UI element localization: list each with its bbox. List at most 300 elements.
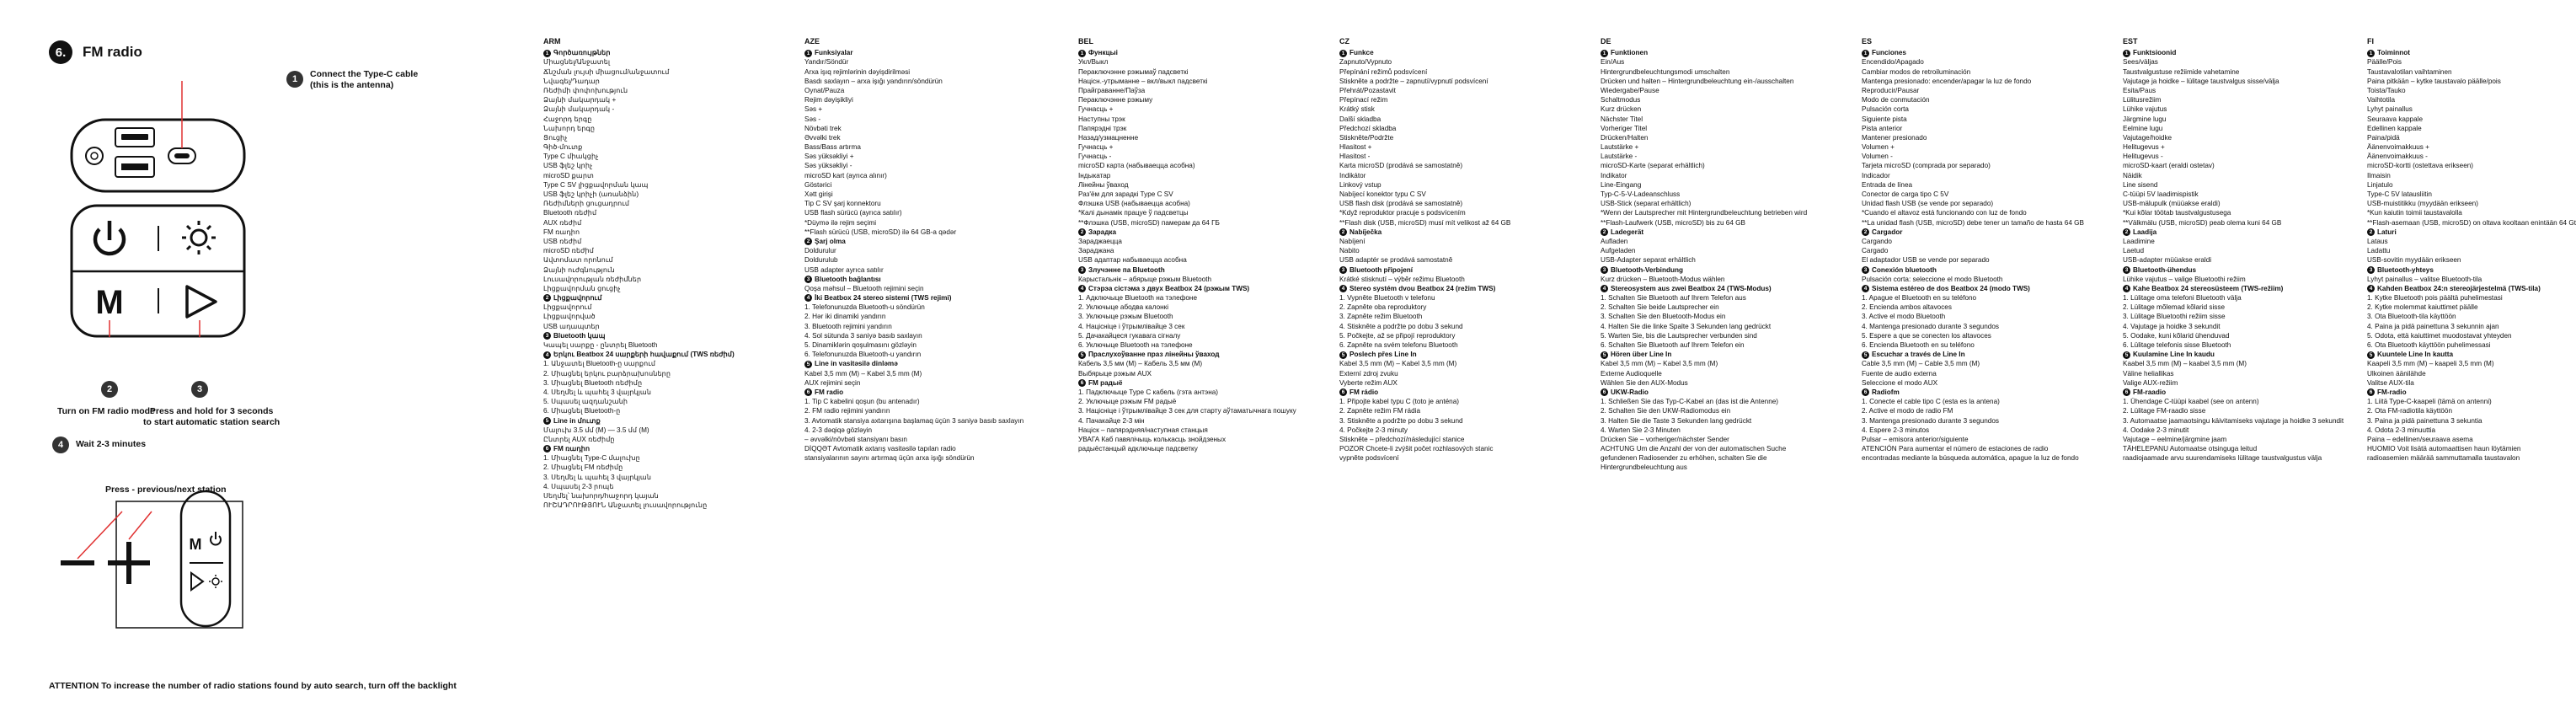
line-text: Další skladba [1339,115,1382,123]
line-text: Папярэдні трэк [1078,124,1127,132]
language-code: CZ [1339,37,1349,46]
line-text: vypněte podsvícení [1339,454,1399,463]
line-text: Nächster Titel [1601,115,1643,123]
line-text: Ilmaisin [2367,171,2391,179]
line-text: 3. Active el modo Bluetooth [1862,313,1946,321]
instruction-line [1339,435,1520,444]
line-text: *Cuando el altavoz está funcionando con luz de fondo [1862,209,2027,217]
line-text: Пераключэнне рэжыму [1078,96,1153,104]
instruction-line [804,218,986,228]
line-text: AUX rejimini seçin [804,378,861,387]
instruction-line [1078,104,1259,114]
line-text: FM rádio [1349,388,1379,396]
step-number-badge: 1 [1339,50,1347,57]
instruction-line [543,275,724,284]
line-text: Ընտրել AUX ռեժիմը [543,435,615,443]
line-text: Նվագել/Դադար [543,77,600,85]
press-line-right [129,512,152,539]
line-text: Laturi [2377,228,2397,236]
line-text: Escuchar a través de Line In [1872,351,1965,359]
line-text: UKW-Radio [1611,388,1649,396]
instruction-line [1078,444,1259,453]
line-text: 2. Active el modo de radio FM [1862,407,1953,415]
line-text: Ռեժիմների ցուցադրում [543,200,630,208]
instruction-line [1862,435,2043,444]
step-number-badge: 2 [543,294,551,302]
instruction-line [804,95,986,104]
line-text: USB adapter ayrıca satılır [804,265,884,274]
section-heading-line [543,48,724,57]
plus-button-icon [108,542,150,584]
instruction-line [543,180,724,190]
line-text: Cable 3,5 mm (M) – Cable 3,5 mm (M) [1862,360,1980,368]
press-line-left [77,512,122,559]
instruction-line [2367,133,2502,142]
line-text: Typ-C-5-V-Ladeanschluss [1601,190,1681,199]
step-number-badge: 1 [543,50,551,57]
line-text: Кабель 3,5 мм (M) – Кабель 3,5 мм (M) [1078,360,1203,368]
instruction-line [2123,237,2304,246]
speaker-diagram [0,0,270,707]
step-number-badge: 4 [543,351,551,359]
line-text: Ein/Aus [1601,58,1625,67]
line-text: Kuulamine Line In kaudu [2133,351,2215,359]
callout-3-line-2: to start automatic station search [143,417,281,427]
line-text: Laadimine [2123,237,2155,245]
instruction-line [543,237,724,246]
line-text: Encendido/Apagado [1862,58,1924,67]
instruction-line [1862,218,2084,228]
instruction-line [1339,453,1520,463]
section-number: 6. [49,40,72,64]
line-text: 2. Уключыце абодва калонкі [1078,303,1169,312]
callout-3-number: 3 [191,381,208,398]
instruction-line [1078,293,1259,303]
instruction-line [2367,104,2502,114]
instruction-line [804,152,986,161]
instruction-line [543,115,724,124]
line-text: 4. Пачакайце 2-3 мін [1078,416,1145,425]
callout-1-number: 1 [286,71,303,88]
line-text: Bluetooth bağlantısı [815,275,881,283]
instruction-line [543,124,724,133]
line-text: microSD-kortti (ostettava erikseen) [2367,162,2474,170]
line-text: microSD kart (ayrıca alınır) [804,171,887,179]
step-number-badge: 1 [2123,50,2130,57]
line-text: Vajutage – eelmine/järgmine jaam [2123,435,2227,443]
microsd-slot-inner [121,134,148,140]
instruction-line [543,303,724,312]
line-text: 4. Sol sütunda 3 saniyə basıb saxlayın [804,331,922,340]
instruction-line [1862,57,2043,67]
line-text: Ձայնի մակարդակ - [543,105,615,114]
line-text: Націсн.-утрыманне – вкл/выкл падсветкі [1078,77,1208,85]
instruction-line [543,473,724,482]
line-text: Выбярыце рэжым AUX [1078,369,1152,378]
instruction-line [2123,293,2304,303]
step-number-badge: 6 [1078,379,1086,387]
instruction-line [1601,312,1782,321]
line-text: USB adaptér se prodává samostatně [1339,256,1453,265]
instruction-line [1339,208,1520,217]
instruction-line [804,67,986,77]
line-text: Kabel 3,5 mm (M) – Kabel 3,5 mm (M) [1601,360,1718,368]
line-text: 6. Ota Bluetooth käyttöön puhelimessasi [2367,341,2491,350]
line-text: Doldurulub [804,256,838,265]
instruction-line [1601,303,1782,312]
step-number-badge: 3 [1339,266,1347,274]
line-text: Lühike vajutus [2123,105,2167,114]
callout-1-line-1: Connect the Type-C cable [310,69,419,79]
line-text: Modo de conmutación [1862,96,1930,104]
line-text: Լիցքավորման ցուցիչ [543,284,621,292]
instruction-line [1339,331,1520,340]
callout-2-text: Turn on FM radio mode [57,406,155,416]
instruction-line [1862,275,2043,284]
line-text: 2. Hər iki dinamiki yandırın [804,313,886,321]
instruction-line [543,435,724,444]
line-text: 1. Ühendage C-tüüpi kaabel (see on antenn) [2123,398,2259,406]
instruction-line [2367,312,2502,321]
line-text: 4. Націсніце і ўтрымлівайце 3 сек [1078,322,1185,330]
line-text: 1. Kytke Bluetooth pois päältä puhelimestasi [2367,294,2503,303]
instruction-line [1862,190,2043,199]
line-text: Lautstärke + [1601,143,1639,152]
instruction-line [1078,426,1259,435]
language-column-es [1862,37,2084,463]
line-text: Cargando [1862,237,1892,245]
line-text: Лінейны ўваход [1078,180,1129,189]
language-code: FI [2367,37,2374,46]
instruction-line [543,228,724,237]
instruction-line [804,435,986,444]
line-text: Լիցքավորում [553,294,602,303]
instruction-line [2367,237,2502,246]
instruction-line [804,406,986,415]
line-text: Aufladen [1601,237,1628,245]
line-text: 2. Encienda ambos altavoces [1862,303,1952,312]
instruction-line [1078,190,1259,199]
line-text: 1. Schließen Sie das Typ-C-Kabel an (das ist die Antenne) [1601,398,1779,406]
instruction-line [2367,416,2502,426]
line-text: Toista/Tauko [2367,86,2406,94]
instruction-line [1862,161,2043,170]
line-text: Cargado [1862,247,1889,255]
line-text: Přehrát/Pozastavit [1339,86,1396,94]
instruction-line [1601,161,1782,170]
instruction-line [1862,293,2043,303]
instruction-line [543,491,724,501]
line-text: Stereo systém dvou Beatbox 24 (režim TWS) [1349,284,1496,292]
line-text: Taustvalgustuse režiimide vahetamine [2123,67,2240,76]
instruction-line [804,444,986,453]
line-text: USB ռեժիմ [543,237,582,245]
control-strip [181,491,230,626]
section-heading-line [2367,48,2502,57]
instruction-line [543,218,724,228]
language-code: ES [1862,37,1873,46]
step-number-badge: 4 [2123,285,2130,292]
instruction-line [1078,388,1259,397]
instruction-line [1078,199,1259,208]
line-text: Stiskněte – předchozí/následující stanice [1339,435,1465,443]
line-text: 3. Zapněte režim Bluetooth [1339,313,1423,321]
line-text: Line-Eingang [1601,180,1642,189]
line-text: USB ադապտեր [543,322,600,330]
step-number-badge: 3 [804,276,812,283]
instruction-line [1862,312,2043,321]
line-text: Функцыі [1088,49,1118,57]
line-text: 2. Уключыце рэжым FM радыё [1078,398,1177,406]
instruction-line [1862,86,2043,95]
instruction-line [2123,208,2304,217]
instruction-line [804,331,986,340]
line-text: 3. Ota Bluetooth-tila käyttöön [2367,313,2456,321]
step-number-badge: 1 [2367,50,2375,57]
line-text: Funktionen [1611,49,1649,57]
instruction-line [804,171,986,180]
line-text: Sees/väljas [2123,58,2158,67]
line-text: Väline heliallikas [2123,369,2174,378]
instruction-line [2367,218,2576,228]
section-heading-line [1339,265,1520,275]
instruction-line [1601,463,1782,472]
instruction-line [804,322,986,331]
instruction-line [2367,359,2502,368]
language-column-est [2123,37,2344,463]
instruction-line [2123,255,2304,265]
line-text: Флэшка USB (набываецца асобна) [1078,200,1190,208]
instruction-line [804,104,986,114]
instruction-line [1601,124,1782,133]
line-text: Ladegerät [1611,228,1644,236]
line-text: 3. Avtomatik stansiya axtarışına başlamaq üçün 3 saniyə basıb saxlayın [804,416,1024,425]
step-number-badge: 2 [1862,228,1869,236]
section-heading-line [2123,265,2304,275]
line-text: Kuuntele Line In kautta [2377,351,2454,359]
instruction-line [2123,180,2304,190]
instruction-line [1339,86,1520,95]
line-text: 1. Միացնել Type-C մալուխը [543,454,640,463]
line-text: **Flash disk (USB, microSD) musí mít velikost až 64 GB [1339,218,1511,227]
instruction-line [2367,57,2502,67]
line-text: 4. Mantenga presionado durante 3 segundos [1862,322,1999,330]
language-code: DE [1601,37,1611,46]
line-text: Valige AUX-režiim [2123,378,2178,387]
instruction-line [804,453,986,463]
line-text: microSD ռեժիմ [543,247,594,255]
instruction-line [804,161,986,170]
line-text: Laadija [2133,228,2157,236]
line-text: Volumen + [1862,143,1895,152]
line-text: Pulsar – emisora anterior/siguiente [1862,435,1969,443]
line-text: Індыкатар [1078,171,1111,179]
line-text: 1. Schalten Sie Bluetooth auf Ihrem Telefon aus [1601,294,1746,303]
step-number-badge: 5 [1601,351,1608,359]
instruction-line [2123,190,2304,199]
instruction-line [1601,199,1782,208]
instruction-line [1339,142,1520,152]
strip-mode-icon: M [189,536,202,553]
instruction-line [1078,124,1259,133]
instruction-line [1078,255,1259,265]
line-text: Päälle/Pois [2367,58,2402,67]
line-text: Cargador [1872,228,1903,236]
instruction-line [1339,57,1520,67]
instruction-line [1862,397,2043,406]
instruction-line [1339,303,1520,312]
instruction-line [1601,67,1782,77]
line-text: Oynat/Pauza [804,86,845,94]
line-text: Pista anterior [1862,124,1903,132]
instruction-line [1078,57,1259,67]
section-heading-line [1862,350,2043,359]
line-text: Předchozí skladba [1339,124,1397,132]
line-text: 6. Zapněte na svém telefonu Bluetooth [1339,341,1458,350]
line-text: Indicador [1862,171,1890,179]
line-text: Wählen Sie den AUX-Modus [1601,378,1688,387]
instruction-line [1601,115,1782,124]
line-text: 3. Stiskněte a podržte po dobu 3 sekund [1339,416,1463,425]
line-text: Paina pitkään – kytke taustavalo päälle/pois [2367,77,2501,85]
instruction-line [1601,275,1782,284]
line-text: microSD карта (набываецца асобна) [1078,162,1195,170]
instruction-line [543,246,724,255]
line-text: ACHTUNG Um die Anzahl der von der automatischen Suche [1601,445,1787,453]
line-text: Lataus [2367,237,2388,245]
line-text: Stereosystem aus zwei Beatbox 24 (TWS-Modus) [1611,284,1772,292]
line-text: 4. Odota 2-3 minuuttia [2367,426,2436,434]
instruction-line [2123,115,2304,124]
instruction-line [804,208,986,217]
instruction-line [1339,199,1520,208]
instruction-line [1078,416,1259,426]
instruction-line [1862,406,2043,415]
instruction-line [543,322,724,331]
instruction-line [1862,115,2043,124]
instruction-line [1601,340,1782,350]
line-text: Əvvəlki trek [804,133,841,142]
instruction-line [804,180,986,190]
step-number-badge: 6 [1601,388,1608,396]
instruction-line [1601,246,1782,255]
line-text: Bluetooth-yhteys [2377,265,2434,274]
instruction-line [1601,142,1782,152]
instruction-line [2367,255,2502,265]
step-number-badge: 2 [2123,228,2130,236]
line-text: 5. Warten Sie, bis die Lautsprecher verbunden sind [1601,331,1757,340]
instruction-line [2367,115,2502,124]
instruction-line [543,406,724,415]
instruction-line [1862,378,2043,388]
line-text: Ulkoinen äänilähde [2367,369,2426,378]
instruction-line [543,95,724,104]
line-text: Siguiente pista [1862,115,1907,123]
line-text: Bluetooth připojení [1349,265,1414,274]
line-text: 4. Halten Sie die linke Spalte 3 Sekunden lang gedrückt [1601,322,1772,330]
instruction-line [1078,369,1259,378]
language-column-fi [2367,37,2576,463]
instruction-line [1601,104,1782,114]
instruction-line [2123,453,2322,463]
line-text: USB-Adapter separat erhältlich [1601,256,1696,265]
line-text: Helitugevus - [2123,153,2163,161]
instruction-line [804,124,986,133]
step-number-badge: 4 [1078,285,1086,292]
instruction-line [543,265,724,275]
instruction-line [1862,369,2043,378]
instruction-line [2123,246,2304,255]
section-heading-line [1601,284,1782,293]
instruction-line [1078,171,1259,180]
instruction-line [2123,369,2304,378]
line-text: УВАГА Каб павялічыць колькасць знойдзеных [1078,435,1227,443]
line-text: Järgmine lugu [2123,115,2167,123]
step-number-badge: 5 [1078,351,1086,359]
instruction-line [543,57,724,67]
line-text: Esita/Paus [2123,86,2156,94]
line-text: FM радыё [1088,378,1123,387]
line-text: Tip C SV şarj konnektoru [804,200,881,208]
line-text: USB-mälupulk (müüakse eraldi) [2123,200,2221,208]
instruction-line [2123,104,2304,114]
line-text: Lühike vajutus – valige Bluetoothi režiim [2123,275,2246,283]
instruction-line [2367,199,2502,208]
line-text: Злучэнне па Bluetooth [1088,265,1165,274]
step-number-badge: 1 [804,50,812,57]
line-text: 4. Paina ja pidä painettuna 3 sekunnin ajan [2367,322,2499,330]
section-heading-line [804,237,986,246]
line-text: FM-raadio [2133,388,2167,396]
instruction-line [1601,359,1782,368]
instruction-line [543,67,724,77]
instruction-line [1601,77,1794,86]
line-text: Funciones [1872,49,1906,57]
line-text: 6. Encienda Bluetooth en su teléfono [1862,341,1975,350]
line-text: Xətt girişi [804,190,833,199]
section-heading-line [1339,350,1520,359]
instruction-line [1339,340,1520,350]
line-text: Eelmine lugu [2123,124,2163,132]
line-text: Line in մուտք [553,416,601,425]
instruction-line [543,199,724,208]
line-text: stansiyalarının sayını artırmaq üçün arxa işığı söndürün [804,454,975,463]
instruction-line [543,104,724,114]
line-text: Şarj olma [815,237,846,245]
step-number-badge: 4 [1339,285,1347,292]
line-text: El adaptador USB se vende por separado [1862,256,1990,265]
line-text: Kurz drücken [1601,105,1642,114]
line-text: Yandır/Söndür [804,58,849,67]
section-heading-line [1862,388,2043,397]
line-text: 4. Սեղմել և պահել 3 վայրկյան [543,388,652,396]
line-text: 4. 2-3 dəqiqə gözləyin [804,426,873,434]
section-heading-line [1339,228,1520,237]
section-heading-line [804,48,986,57]
line-text: FM ռադիո [553,445,591,453]
line-text: 1. Apague el Bluetooth en su teléfono [1862,294,1977,303]
line-text: Line sisend [2123,180,2158,189]
instruction-line [1601,378,1782,388]
instruction-line [1862,180,2043,190]
instruction-line [1862,77,2043,86]
line-text: Kabel 3,5 mm (M) – Kabel 3,5 mm (M) [1339,360,1457,368]
line-text: *Když reproduktor pracuje s podsvícením [1339,209,1466,217]
section-heading-line [2367,388,2502,397]
line-text: Funkce [1349,49,1374,57]
instruction-line [1339,161,1520,170]
instruction-line [1862,237,2043,246]
